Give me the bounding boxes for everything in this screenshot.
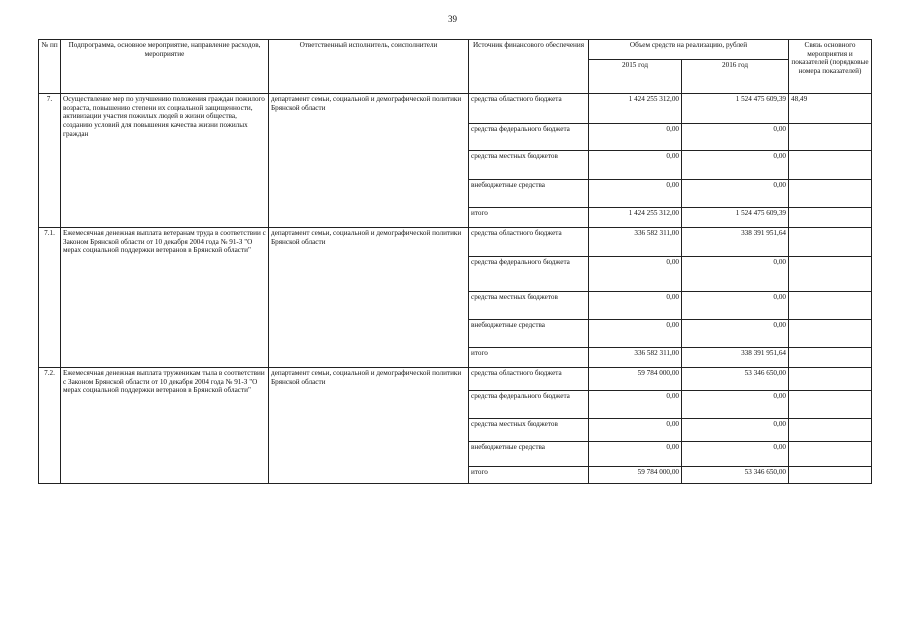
indicator-link <box>789 320 872 348</box>
header-2016: 2016 год <box>682 60 789 94</box>
row-number: 7.2. <box>39 368 61 484</box>
page-number: 39 <box>448 14 457 24</box>
amount-2016: 0,00 <box>682 391 789 419</box>
funding-source: средства федерального бюджета <box>469 124 589 151</box>
funding-source: средства областного бюджета <box>469 228 589 257</box>
budget-table <box>38 39 872 484</box>
amount-2016: 338 391 951,64 <box>682 348 789 368</box>
amount-2015: 0,00 <box>589 442 682 467</box>
amount-2015: 0,00 <box>589 320 682 348</box>
funding-source: внебюджетные средства <box>469 180 589 208</box>
funding-source: средства областного бюджета <box>469 94 589 124</box>
funding-source: итого <box>469 467 589 484</box>
indicator-link <box>789 124 872 151</box>
table-row <box>39 368 872 391</box>
amount-2015: 0,00 <box>589 180 682 208</box>
amount-2015: 59 784 000,00 <box>589 467 682 484</box>
header-program: Подпрограмма, основное мероприятие, направление расходов, мероприятие <box>61 40 269 94</box>
amount-2015: 0,00 <box>589 292 682 320</box>
amount-2015: 0,00 <box>589 391 682 419</box>
amount-2016: 1 524 475 609,39 <box>682 208 789 228</box>
table-row <box>39 228 872 257</box>
amount-2016: 0,00 <box>682 257 789 292</box>
header-volume: Объем средств на реализацию, рублей <box>589 40 789 60</box>
amount-2015: 0,00 <box>589 124 682 151</box>
amount-2016: 0,00 <box>682 419 789 442</box>
row-number: 7. <box>39 94 61 228</box>
indicator-link <box>789 257 872 292</box>
amount-2016: 1 524 475 609,39 <box>682 94 789 124</box>
activity-name: Ежемесячная денежная выплата ветеранам труда в соответствии с Законом Брянской области от 10 декабря 2004 года № 91-З "О мерах социальной поддержки ветеранов в Брянской области" <box>61 228 269 368</box>
activity-name: Осуществление мер по улучшению положения граждан пожилого возраста, повышению степени их социальной защищенности, активизации участия пожилых людей в жизни общества, созданию условий для повышения качества жизни пожилых граждан <box>61 94 269 228</box>
funding-source: итого <box>469 208 589 228</box>
indicator-link <box>789 368 872 391</box>
table-row <box>39 94 872 124</box>
indicator-link <box>789 228 872 257</box>
funding-source: средства областного бюджета <box>469 368 589 391</box>
header-2015: 2015 год <box>589 60 682 94</box>
amount-2016: 0,00 <box>682 320 789 348</box>
indicator-link <box>789 208 872 228</box>
indicator-link <box>789 391 872 419</box>
activity-name: Ежемесячная денежная выплата труженикам тыла в соответствии с Законом Брянской области от 10 декабря 2004 года № 91-З "О мерах социальной поддержки ветеранов в Брянской области" <box>61 368 269 484</box>
amount-2015: 59 784 000,00 <box>589 368 682 391</box>
amount-2016: 53 346 650,00 <box>682 467 789 484</box>
indicator-link <box>789 292 872 320</box>
amount-2016: 338 391 951,64 <box>682 228 789 257</box>
header-num: № пп <box>39 40 61 94</box>
funding-source: средства федерального бюджета <box>469 391 589 419</box>
amount-2015: 0,00 <box>589 257 682 292</box>
indicator-link <box>789 151 872 180</box>
amount-2016: 0,00 <box>682 292 789 320</box>
amount-2016: 0,00 <box>682 180 789 208</box>
indicator-link <box>789 348 872 368</box>
amount-2015: 1 424 255 312,00 <box>589 94 682 124</box>
header-source: Источник финансового обеспечения <box>469 40 589 94</box>
indicator-link: 48,49 <box>789 94 872 124</box>
executor: департамент семьи, социальной и демографической политики Брянской области <box>269 228 469 368</box>
funding-source: средства местных бюджетов <box>469 292 589 320</box>
funding-source: итого <box>469 348 589 368</box>
amount-2015: 1 424 255 312,00 <box>589 208 682 228</box>
funding-source: средства местных бюджетов <box>469 419 589 442</box>
funding-source: средства местных бюджетов <box>469 151 589 180</box>
amount-2015: 0,00 <box>589 419 682 442</box>
funding-source: средства федерального бюджета <box>469 257 589 292</box>
executor: департамент семьи, социальной и демографической политики Брянской области <box>269 368 469 484</box>
header-link: Связь основного мероприятия и показателей (порядковые номера показателей) <box>789 40 872 94</box>
amount-2016: 0,00 <box>682 124 789 151</box>
amount-2016: 0,00 <box>682 442 789 467</box>
funding-source: внебюджетные средства <box>469 442 589 467</box>
indicator-link <box>789 467 872 484</box>
row-number: 7.1. <box>39 228 61 368</box>
header-executor: Ответственный исполнитель, соисполнители <box>269 40 469 94</box>
indicator-link <box>789 442 872 467</box>
indicator-link <box>789 419 872 442</box>
amount-2016: 0,00 <box>682 151 789 180</box>
amount-2015: 336 582 311,00 <box>589 348 682 368</box>
indicator-link <box>789 180 872 208</box>
executor: департамент семьи, социальной и демографической политики Брянской области <box>269 94 469 228</box>
table-body <box>39 94 872 484</box>
amount-2015: 336 582 311,00 <box>589 228 682 257</box>
funding-source: внебюджетные средства <box>469 320 589 348</box>
amount-2016: 53 346 650,00 <box>682 368 789 391</box>
amount-2015: 0,00 <box>589 151 682 180</box>
